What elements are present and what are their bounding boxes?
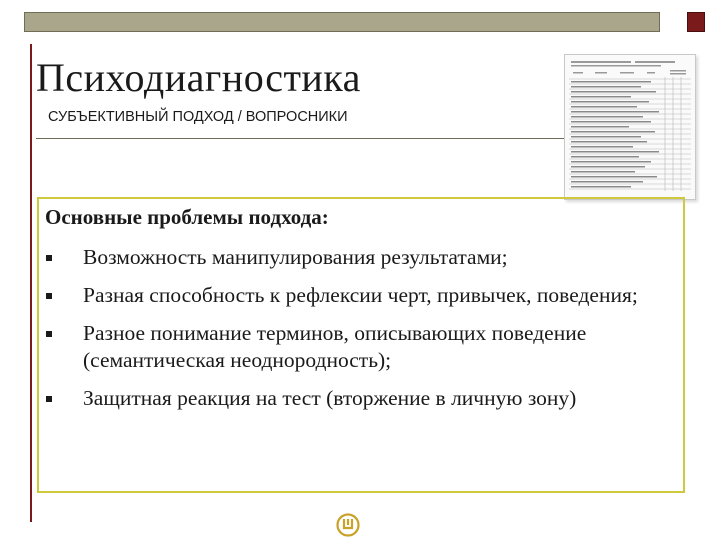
logo-icon — [336, 513, 360, 537]
questionnaire-form-image — [564, 54, 696, 200]
questionnaire-form-icon — [565, 55, 695, 199]
problems-list — [45, 244, 665, 423]
left-decor-line — [30, 44, 32, 522]
list-item — [45, 320, 665, 374]
list-item-text: Разное понимание терминов, описывающих поведение (семантическая неоднородность); — [83, 321, 587, 372]
top-decor-square — [687, 12, 705, 32]
bullet-square-icon — [46, 255, 52, 261]
top-decor-bar — [24, 12, 660, 32]
title-divider — [36, 138, 564, 139]
slide-subtitle: СУБЪЕКТИВНЫЙ ПОДХОД / ВОПРОСНИКИ — [48, 109, 348, 125]
bullet-square-icon — [46, 396, 52, 402]
list-item — [45, 282, 665, 309]
content-heading: Основные проблемы подхода: — [45, 205, 329, 229]
list-item — [45, 244, 665, 271]
bullet-square-icon — [46, 331, 52, 337]
list-item-text: Защитная реакция на тест (вторжение в личную зону) — [83, 386, 577, 410]
list-item — [45, 385, 665, 412]
list-item-text: Разная способность к рефлексии черт, привычек, поведения; — [83, 283, 638, 307]
slide-title: Психодиагностика — [36, 55, 361, 100]
list-item-text: Возможность манипулирования результатами; — [83, 245, 508, 269]
bullet-square-icon — [46, 293, 52, 299]
